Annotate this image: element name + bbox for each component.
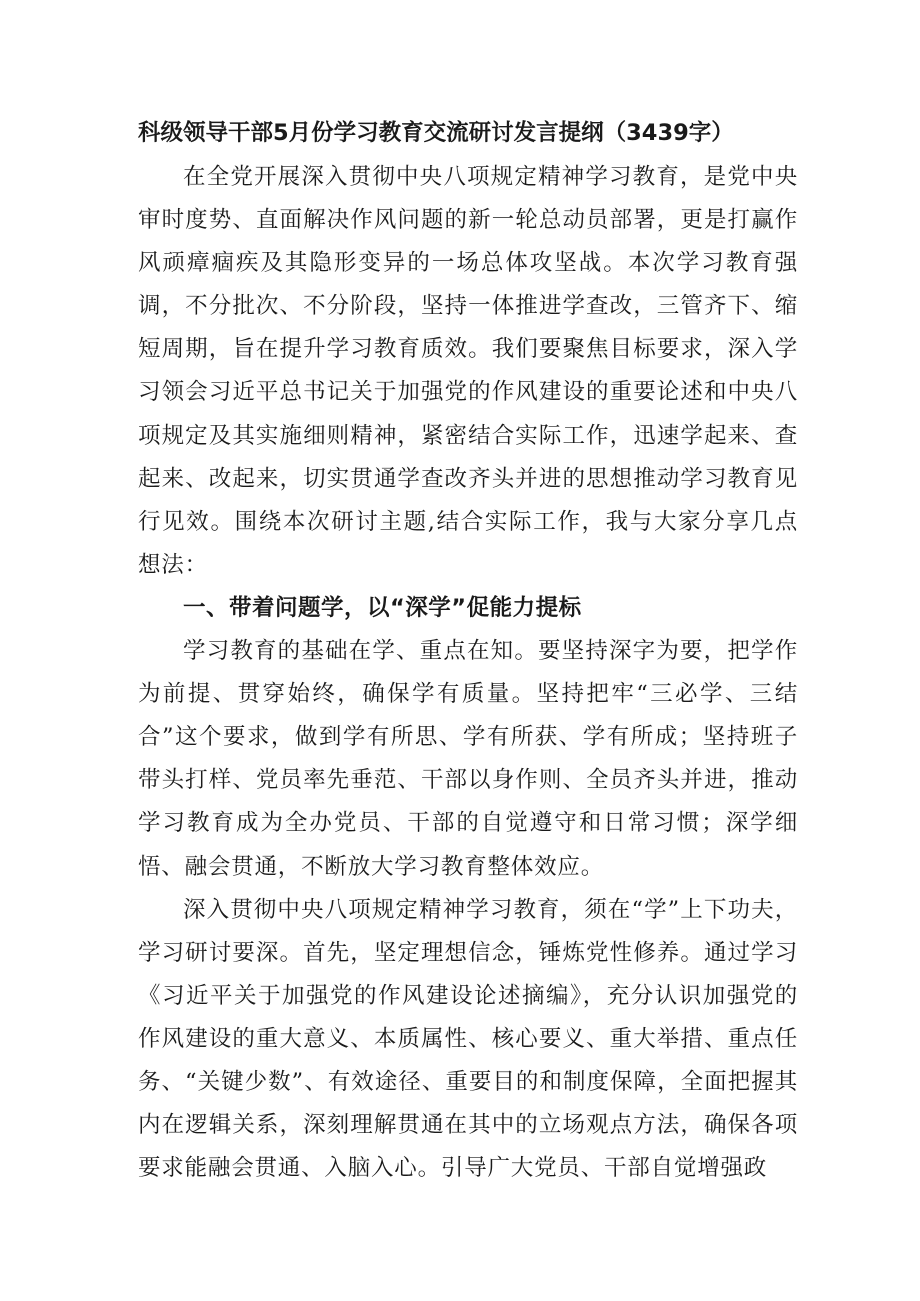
section-heading: 一、带着问题学，以“深学”促能力提标 [183, 594, 582, 621]
body-paragraph: 学习教育的基础在学、重点在知。要坚持深字为要，把学作为前提、贯穿始终，确保学有质量。坚持把牢“三必学、三结合”这个要求，做到学有所思、学有所获、学有所成；坚持班子带头打样、党员率先垂范、干部以身作则、全员齐头并进，推动学习教育成为全办党员、干部的自觉遵守和日常习惯；深学细悟、融会贯通，不断放大学习教育整体效应。 [138, 638, 798, 880]
intro-paragraph: 在全党开展深入贯彻中央八项规定精神学习教育，是党中央审时度势、直面解决作风问题的新一轮总动员部署，更是打赢作风顽瘴痼疾及其隐形变异的一场总体攻坚战。本次学习教育强调，不分批次、不分阶段，坚持一体推进学查改，三管齐下、缩短周期，旨在提升学习教育质效。我们要聚焦目标要求，深入学习领会习近平总书记关于加强党的作风建设的重要论述和中央八项规定及其实施细则精神，紧密结合实际工作，迅速学起来、查起来、改起来，切实贯通学查改齐头并进的思想推动学习教育见行见效。围绕本次研讨主题,结合实际工作，我与大家分享几点想法： [138, 164, 798, 578]
body-paragraph: 深入贯彻中央八项规定精神学习教育，须在“学”上下功夫，学习研讨要深。首先，坚定理想信念，锤炼党性修养。通过学习《习近平关于加强党的作风建设论述摘编》，充分认识加强党的作风建设的重大意义、本质属性、核心要义、重大举措、重点任务、“关键少数”、有效途径、重要目的和制度保障，全面把握其内在逻辑关系，深刻理解贯通在其中的立场观点方法，确保各项要求能融会贯通、入脑入心。引导广大党员、干部自觉增强政 [138, 896, 798, 1182]
document-title: 科级领导干部5月份学习教育交流研讨发言提纲（3439字） [138, 120, 734, 146]
document-body [138, 114, 798, 1190]
